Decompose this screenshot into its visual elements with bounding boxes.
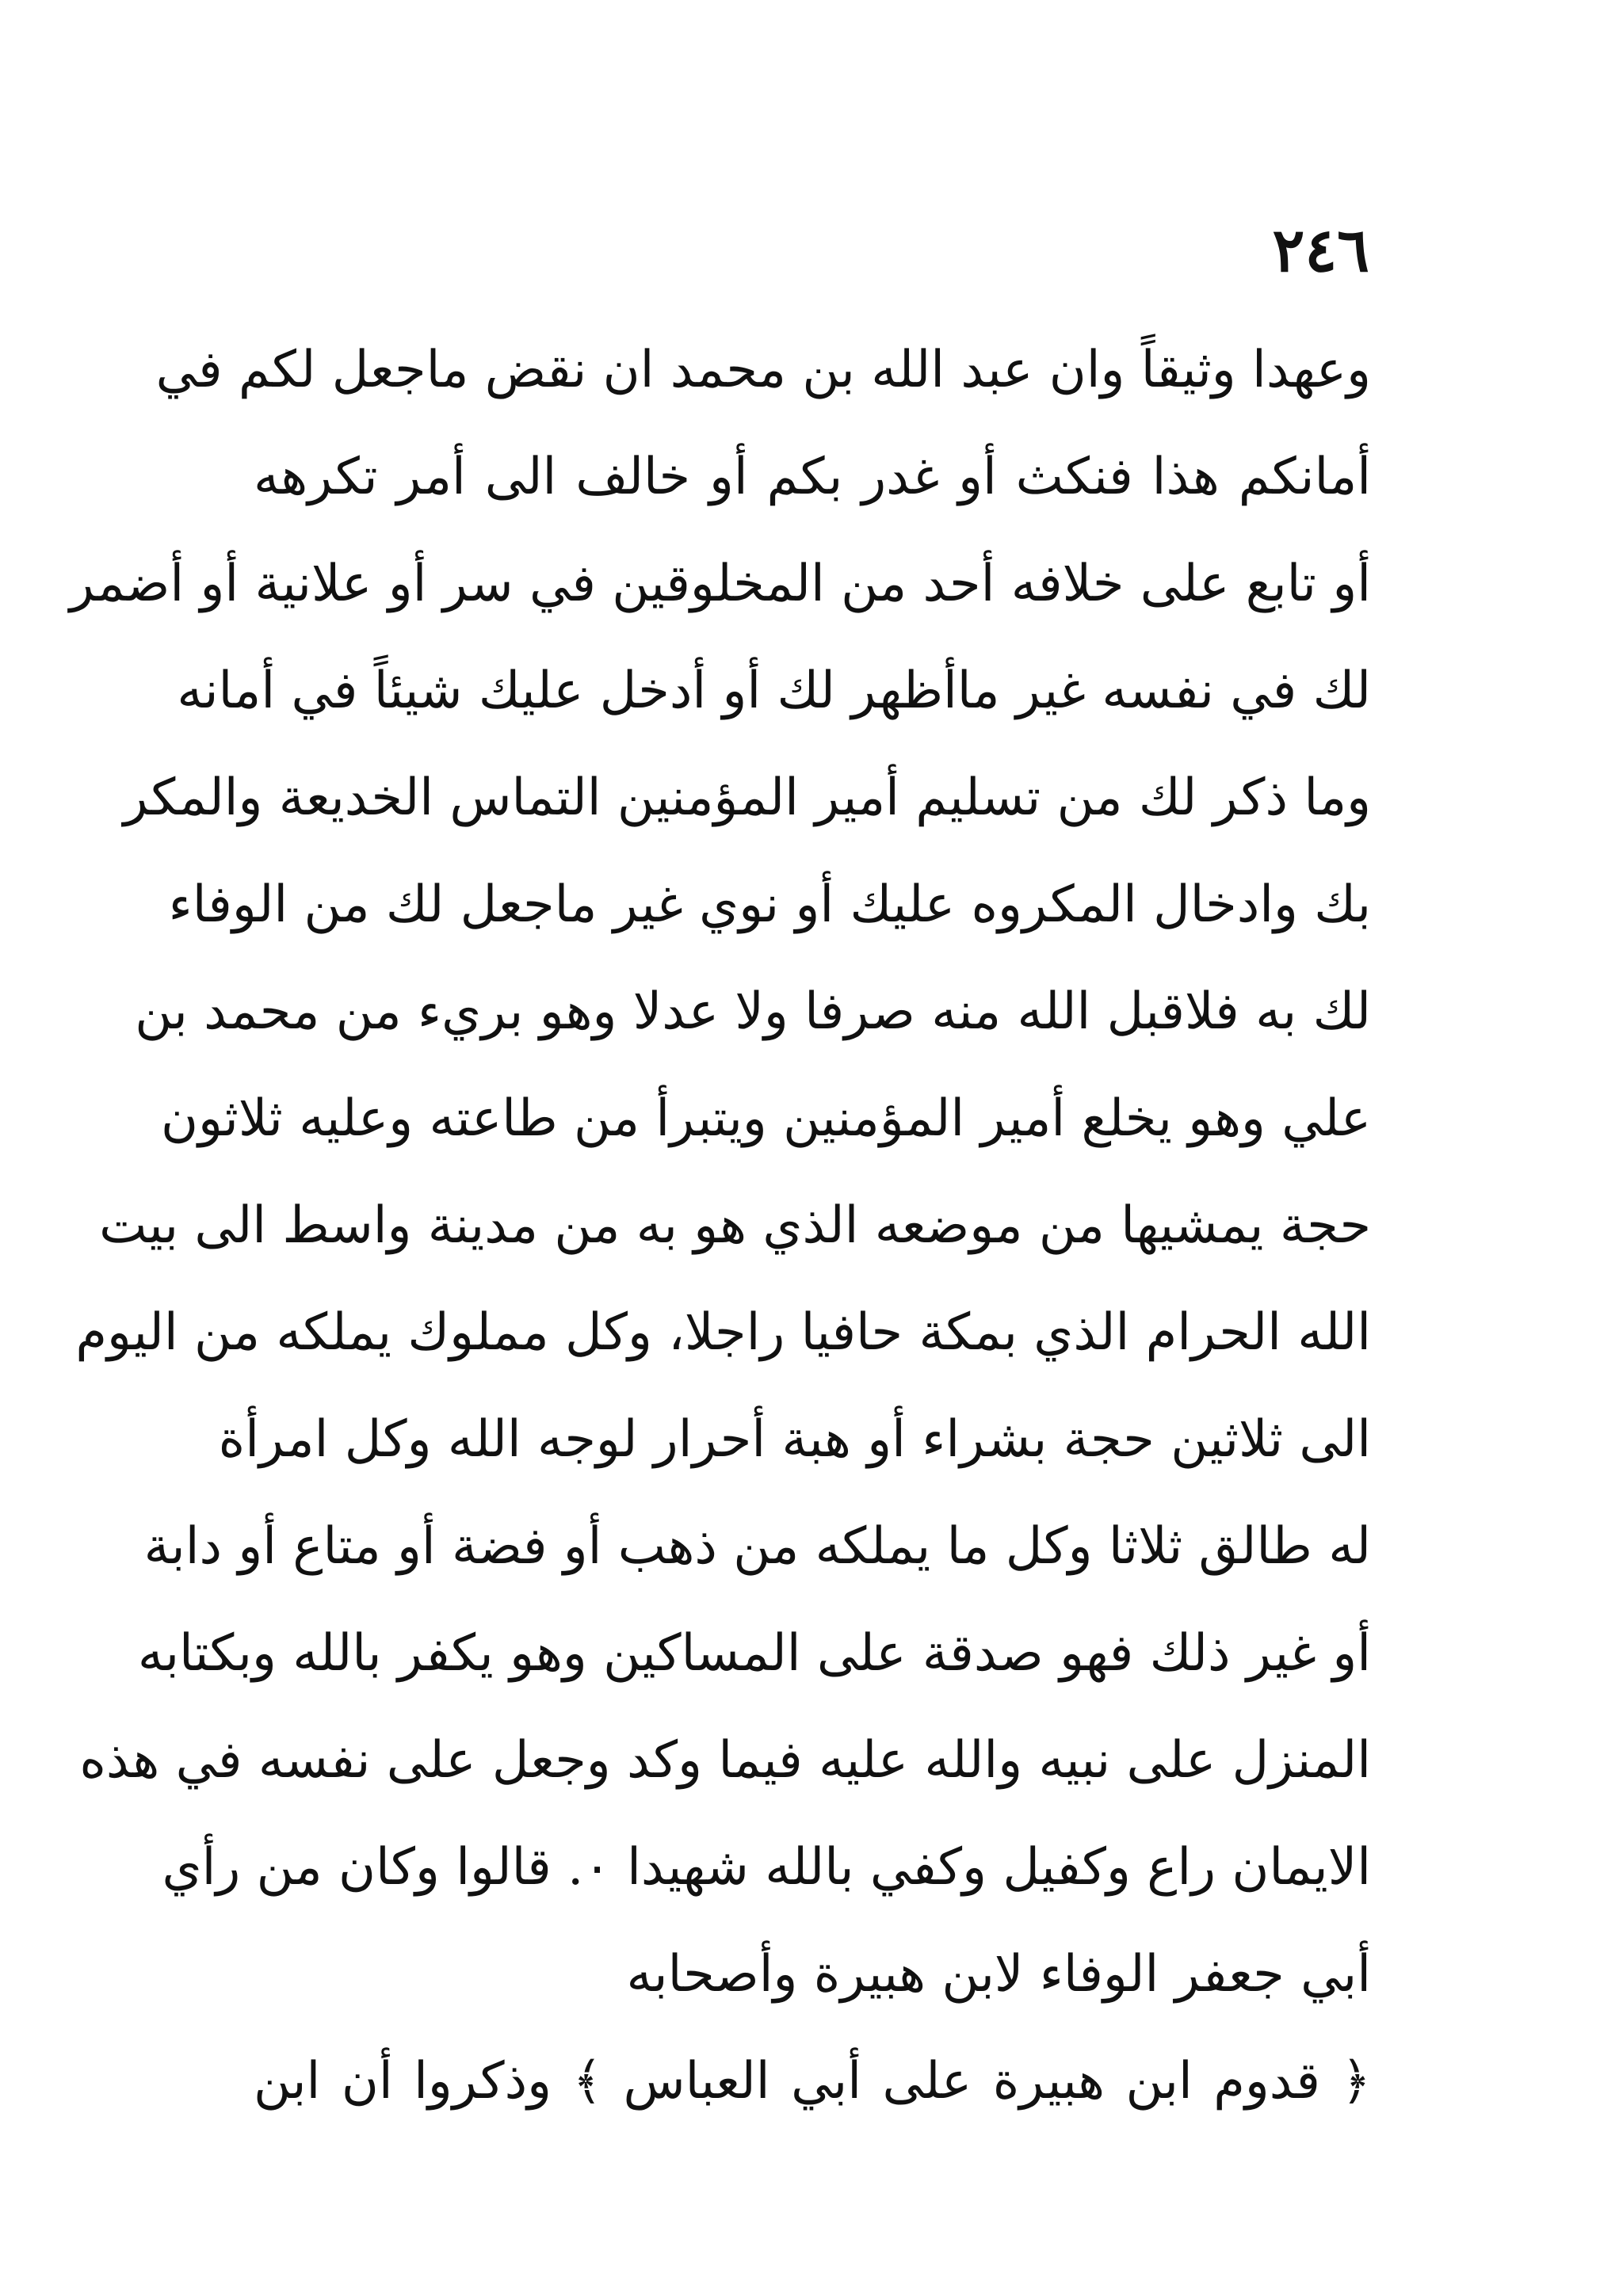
text-line: الله الحرام الذي بمكة حافيا راجلا، وكل مملوك يملكه من اليوم	[75, 1303, 1371, 1362]
text-line: لك في نفسه غير ماأظهر لك أو أدخل عليك شيئاً في أمانه	[177, 662, 1371, 720]
text-line: الايمان راع وكفيل وكفي بالله شهيدا ٠. قالوا وكان من رأي	[162, 1838, 1371, 1897]
text-line: علي وهو يخلع أمير المؤمنين ويتبرأ من طاعته وعليه ثلاثون	[160, 1089, 1371, 1148]
text-line: وعهدا وثيقاً وان عبد الله بن محمد ان نقض ماجعل لكم في	[155, 341, 1371, 399]
text-line: حجة يمشيها من موضعه الذي هو به من مدينة واسط الى بيت	[99, 1196, 1371, 1255]
text-line: بك وادخال المكروه عليك أو نوي غير ماجعل لك من الوفاء	[168, 875, 1371, 934]
text-line: لك به فلاقبل الله منه صرفا ولا عدلا وهو بريء من محمد بن	[135, 982, 1371, 1041]
text-line: أمانكم هذا فنكث أو غدر بكم أو خالف الى أمر تكرهه	[254, 448, 1372, 506]
text-line: له طالق ثلاثا وكل ما يملكه من ذهب أو فضة أو متاع أو دابة	[143, 1517, 1371, 1576]
text-line: وما ذكر لك من تسليم أمير المؤمنين التماس الخديعة والمكر	[123, 769, 1371, 827]
body-text	[69, 317, 1372, 2135]
text-line: أو تابع على خلافه أحد من المخلوقين في سر أو علانية أو أضمر	[69, 555, 1371, 613]
text-line: الى ثلاثين حجة بشراء أو هبة أحرار لوجه الله وكل امرأة	[218, 1410, 1371, 1469]
section-heading-line: ﴿ قدوم ابن هبيرة على أبي العباس ﴾ وذكروا أن ابن	[254, 2052, 1371, 2111]
paragraph-end-line: أبي جعفر الوفاء لابن هبيرة وأصحابه	[626, 1945, 1371, 2004]
text-line: المنزل على نبيه والله عليه فيما وكد وجعل على نفسه في هذه	[79, 1731, 1371, 1790]
text-line: أو غير ذلك فهو صدقة على المساكين وهو يكفر بالله وبكتابه	[137, 1624, 1371, 1683]
page-number: ٢٤٦	[1272, 215, 1369, 285]
